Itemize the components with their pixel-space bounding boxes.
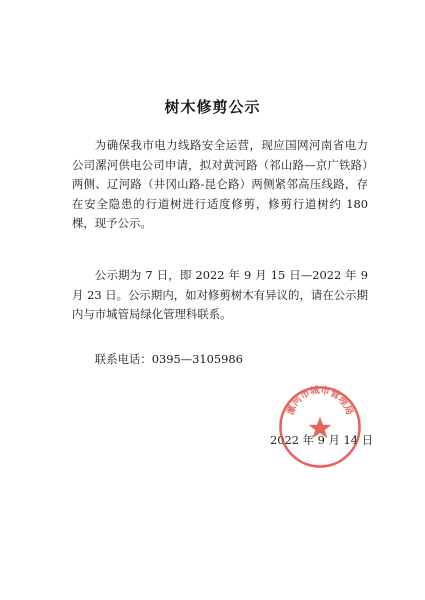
page-title: 树木修剪公示 xyxy=(164,98,261,116)
body-paragraph-1: 为确保我市电力线路安全运营，现应国网河南省电力公司漯河供电公司申请，拟对黄河路（祁山路—京广铁路）两侧、辽河路（井冈山路-昆仑路）两侧紧邻高压线路，存在安全隐患的行道树进行适度修剪，修剪行道树约 180 棵，现予公示。 xyxy=(72,138,368,230)
contact-phone-paragraph: 联系电话：0395—3105986 xyxy=(94,352,243,366)
svg-text:漯河市城市管理局 xyxy=(284,384,355,417)
seal-star-icon xyxy=(308,417,331,439)
official-seal-stamp xyxy=(277,384,363,470)
signature-date: 2022 年 9 月 14 日 xyxy=(270,433,374,447)
body-paragraph-2: 公示期为 7 日，即 2022 年 9 月 15 日—2022 年 9 月 23 日。公示期内，如对修剪树木有异议的，请在公示期内与市城管局绿化管理科联系。 xyxy=(72,268,368,321)
seal-text: 漯河市城市管理局 xyxy=(285,385,355,417)
